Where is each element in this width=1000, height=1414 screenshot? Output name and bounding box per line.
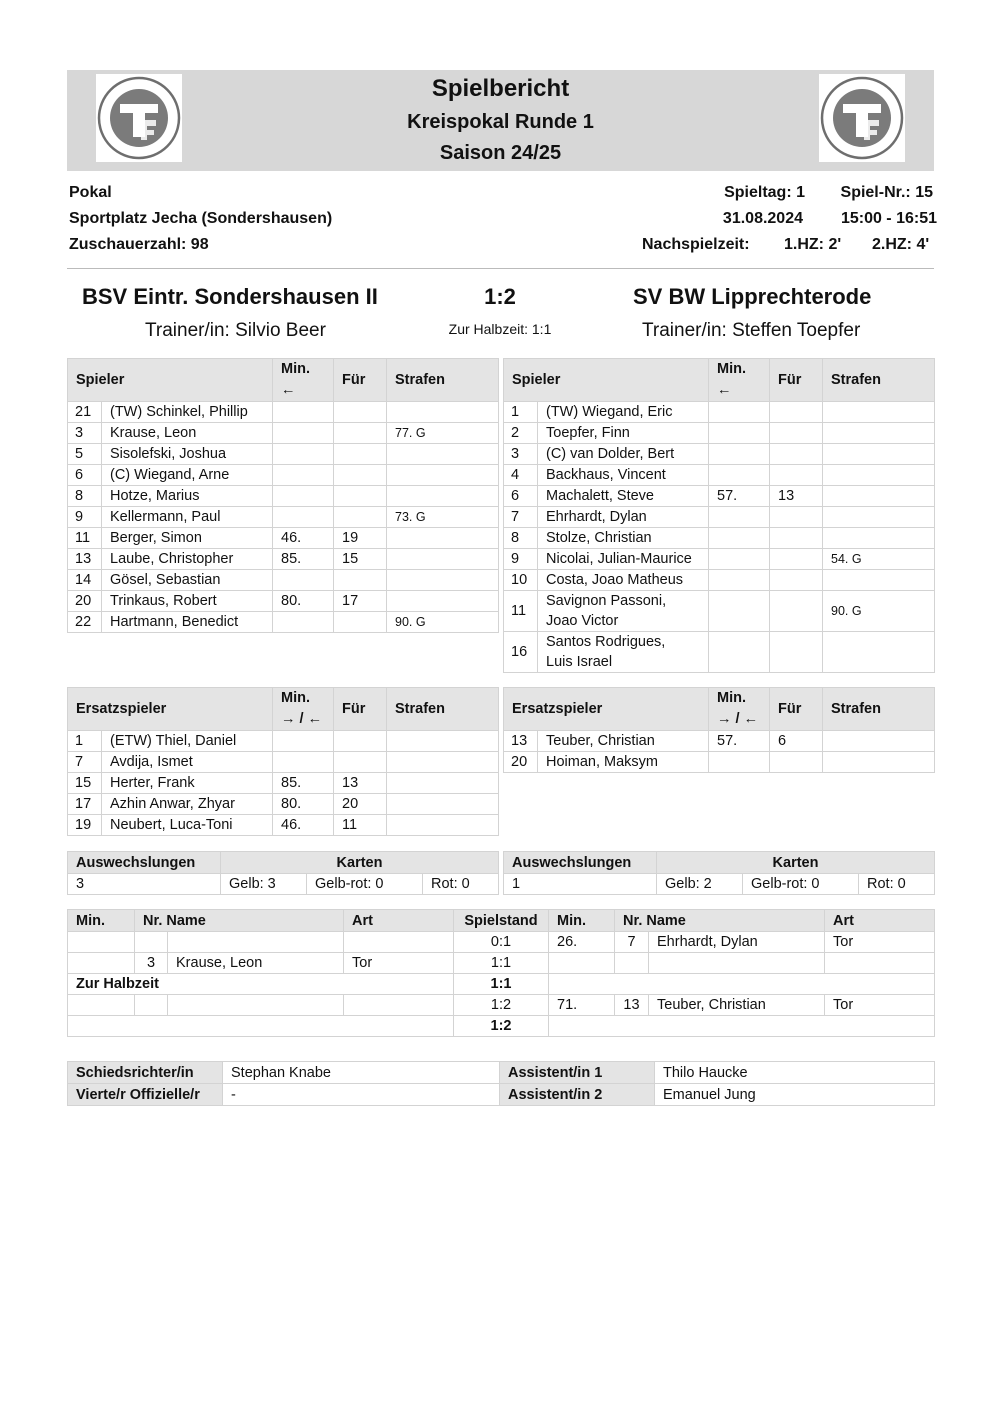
- player-row: [68, 591, 499, 612]
- player-name: Stolze, Christian: [538, 528, 709, 549]
- sub-minute: [273, 507, 334, 528]
- substituted-for: [770, 507, 823, 528]
- event-away-nr: 13: [615, 995, 649, 1016]
- event-home-minute: [68, 932, 135, 953]
- player-name: Hartmann, Benedict: [102, 612, 273, 633]
- event-home-type: [344, 932, 454, 953]
- event-away-nr: [615, 953, 649, 974]
- player-number: 7: [504, 507, 538, 528]
- substituted-for: [334, 402, 387, 423]
- label-ass1: Assistent/in 1: [500, 1062, 655, 1084]
- home-team: BSV Eintr. Sondershausen II: [82, 284, 378, 309]
- col-min: Min. → / ←: [273, 688, 334, 731]
- nachspielzeit-label: Nachspielzeit:: [642, 236, 750, 253]
- sub-minute: 46.: [273, 528, 334, 549]
- event-home-type: [344, 995, 454, 1016]
- player-row: [504, 731, 935, 752]
- player-name: Sisolefski, Joshua: [102, 444, 273, 465]
- event-away-type: Tor: [825, 932, 935, 953]
- substituted-for: [334, 444, 387, 465]
- sub-minute: [273, 570, 334, 591]
- sub-minute: [709, 465, 770, 486]
- player-name: Laube, Christopher: [102, 549, 273, 570]
- player-name: Neubert, Luca-Toni: [102, 815, 273, 836]
- player-row: [68, 815, 499, 836]
- penalty: 54. G: [823, 549, 935, 570]
- ass1-name: Thilo Haucke: [655, 1062, 935, 1084]
- player-number: 11: [68, 528, 102, 549]
- player-number: 8: [68, 486, 102, 507]
- sub-minute: [273, 465, 334, 486]
- sub-minute: [273, 486, 334, 507]
- event-score: 1:1: [454, 953, 549, 974]
- player-number: 5: [68, 444, 102, 465]
- events-table: [67, 909, 935, 1037]
- player-name: Hoiman, Maksym: [538, 752, 709, 773]
- player-row: [68, 549, 499, 570]
- home-gelb: Gelb: 3: [221, 874, 307, 895]
- sub-minute: [709, 528, 770, 549]
- penalty: [387, 549, 499, 570]
- player-name: (C) van Dolder, Bert: [538, 444, 709, 465]
- event-score: 1:1: [454, 974, 549, 995]
- player-name: Krause, Leon: [102, 423, 273, 444]
- event-row: [68, 995, 935, 1016]
- player-number: 7: [68, 752, 102, 773]
- col-min: Min. ←: [273, 359, 334, 402]
- player-name: Backhaus, Vincent: [538, 465, 709, 486]
- col-strafen: Strafen: [823, 688, 935, 731]
- away-gelbrot: Gelb-rot: 0: [743, 874, 859, 895]
- player-number: 6: [504, 486, 538, 507]
- substituted-for: [334, 752, 387, 773]
- penalty: [387, 591, 499, 612]
- substituted-for: 13: [334, 773, 387, 794]
- spiel-nr: Spiel-Nr.: 15: [840, 184, 933, 201]
- penalty: [823, 570, 935, 591]
- player-row: [504, 752, 935, 773]
- col-auswechslungen: Auswechslungen: [504, 852, 657, 874]
- player-row: [504, 444, 935, 465]
- player-name: (C) Wiegand, Arne: [102, 465, 273, 486]
- penalty: [823, 402, 935, 423]
- event-away-minute: 71.: [549, 995, 615, 1016]
- player-name: Costa, Joao Matheus: [538, 570, 709, 591]
- player-number: 4: [504, 465, 538, 486]
- player-row: [504, 549, 935, 570]
- penalty: [823, 507, 935, 528]
- sub-minute: [709, 549, 770, 570]
- event-away-nr: 7: [615, 932, 649, 953]
- player-number: 21: [68, 402, 102, 423]
- penalty: [823, 752, 935, 773]
- sub-minute: 80.: [273, 591, 334, 612]
- player-number: 22: [68, 612, 102, 633]
- sub-minute: [709, 632, 770, 673]
- col-fuer: Für: [334, 359, 387, 402]
- penalty: [823, 731, 935, 752]
- event-away-minute: 26.: [549, 932, 615, 953]
- officials-table: [67, 1061, 935, 1106]
- penalty: [823, 444, 935, 465]
- event-score: 0:1: [454, 932, 549, 953]
- player-name: (ETW) Thiel, Daniel: [102, 731, 273, 752]
- player-row: [68, 612, 499, 633]
- penalty: [823, 632, 935, 673]
- away-summary-table: [503, 851, 935, 895]
- event-home-name: [168, 932, 344, 953]
- sub-minute: [709, 752, 770, 773]
- penalty: [387, 731, 499, 752]
- sub-minute: 46.: [273, 815, 334, 836]
- col-strafen: Strafen: [823, 359, 935, 402]
- player-number: 17: [68, 794, 102, 815]
- substituted-for: [770, 444, 823, 465]
- substituted-for: 19: [334, 528, 387, 549]
- event-away-name: [649, 953, 825, 974]
- halftime-label: Zur Halbzeit: [68, 974, 454, 995]
- sub-minute: [273, 612, 334, 633]
- col-strafen: Strafen: [387, 688, 499, 731]
- player-name: Hotze, Marius: [102, 486, 273, 507]
- col-ev-nr-name: Nr. Name: [615, 910, 825, 932]
- player-number: 3: [504, 444, 538, 465]
- substituted-for: [770, 465, 823, 486]
- col-ev-art: Art: [344, 910, 454, 932]
- player-name: Berger, Simon: [102, 528, 273, 549]
- event-away-name: Ehrhardt, Dylan: [649, 932, 825, 953]
- schiri-name: Stephan Knabe: [223, 1062, 500, 1084]
- substituted-for: 13: [770, 486, 823, 507]
- player-row: [68, 570, 499, 591]
- venue: Sportplatz Jecha (Sondershausen): [69, 210, 333, 227]
- penalty: [387, 402, 499, 423]
- event-row: [68, 953, 935, 974]
- nachspielzeit-hz1: 1.HZ: 2': [784, 236, 842, 253]
- home-summary-table: [67, 851, 499, 895]
- substituted-for: [770, 752, 823, 773]
- substituted-for: 17: [334, 591, 387, 612]
- sub-minute: [273, 444, 334, 465]
- player-name: Gösel, Sebastian: [102, 570, 273, 591]
- player-name: Toepfer, Finn: [538, 423, 709, 444]
- player-number: 8: [504, 528, 538, 549]
- col-ev-min: Min.: [549, 910, 615, 932]
- penalty: [387, 570, 499, 591]
- event-away-type: Tor: [825, 995, 935, 1016]
- final-event-score: 1:2: [454, 1016, 549, 1037]
- penalty: [823, 486, 935, 507]
- player-row: [504, 570, 935, 591]
- col-fuer: Für: [770, 688, 823, 731]
- player-name: [538, 591, 709, 632]
- player-number: 1: [68, 731, 102, 752]
- player-name-line: Luis Israel: [546, 654, 613, 670]
- label-schiri: Schiedsrichter/in: [68, 1062, 223, 1084]
- sub-minute: [709, 423, 770, 444]
- final-score: 1:2: [484, 284, 516, 309]
- sub-minute: 57.: [709, 731, 770, 752]
- event-home-empty: [68, 1016, 454, 1037]
- home-gelbrot: Gelb-rot: 0: [307, 874, 423, 895]
- sub-minute: [273, 402, 334, 423]
- sub-minute: 85.: [273, 549, 334, 570]
- away-gelb: Gelb: 2: [657, 874, 743, 895]
- sub-minute: [273, 423, 334, 444]
- event-row: [68, 974, 935, 995]
- col-fuer: Für: [770, 359, 823, 402]
- player-number: 10: [504, 570, 538, 591]
- report-header: [67, 70, 934, 171]
- vierte-name: -: [223, 1084, 500, 1106]
- halftime-score: Zur Halbzeit: 1:1: [448, 321, 552, 337]
- sub-minute: 80.: [273, 794, 334, 815]
- penalty: 90. G: [387, 612, 499, 633]
- player-number: 11: [504, 591, 538, 632]
- player-number: 19: [68, 815, 102, 836]
- substituted-for: [770, 423, 823, 444]
- player-name: (TW) Schinkel, Phillip: [102, 402, 273, 423]
- competition: Pokal: [69, 184, 112, 201]
- player-name: Nicolai, Julian-Maurice: [538, 549, 709, 570]
- penalty: [387, 815, 499, 836]
- event-home-name: Krause, Leon: [168, 953, 344, 974]
- substituted-for: [770, 402, 823, 423]
- sub-minute: [709, 507, 770, 528]
- substituted-for: [770, 632, 823, 673]
- player-number: 3: [68, 423, 102, 444]
- home-trainer: Trainer/in: Silvio Beer: [145, 320, 326, 341]
- player-name: Trinkaus, Robert: [102, 591, 273, 612]
- report-season: Saison 24/25: [439, 142, 562, 164]
- player-number: 16: [504, 632, 538, 673]
- player-row: [68, 528, 499, 549]
- penalty: [387, 773, 499, 794]
- home-auswechslungen: 3: [68, 874, 221, 895]
- player-number: 6: [68, 465, 102, 486]
- col-fuer: Für: [334, 688, 387, 731]
- player-row: [68, 486, 499, 507]
- player-name: (TW) Wiegand, Eric: [538, 402, 709, 423]
- event-home-name: [168, 995, 344, 1016]
- event-away-empty: [549, 1016, 935, 1037]
- report-subtitle: Kreispokal Runde 1: [407, 111, 594, 133]
- event-away-type: [825, 953, 935, 974]
- player-number: 20: [504, 752, 538, 773]
- player-row: [68, 423, 499, 444]
- away-auswechslungen: 1: [504, 874, 657, 895]
- sub-minute: [709, 444, 770, 465]
- penalty: 90. G: [823, 591, 935, 632]
- col-ev-min: Min.: [68, 910, 135, 932]
- penalty: [387, 486, 499, 507]
- penalty: [823, 528, 935, 549]
- col-karten: Karten: [221, 852, 499, 874]
- player-row: [504, 528, 935, 549]
- spectators: Zuschauerzahl: 98: [69, 236, 209, 253]
- event-home-nr: [135, 932, 168, 953]
- player-row: [68, 752, 499, 773]
- divider: [67, 268, 934, 269]
- event-home-type: Tor: [344, 953, 454, 974]
- away-team: SV BW Lipprechterode: [633, 284, 872, 309]
- report-title: Spielbericht: [431, 75, 570, 102]
- home-lineup-table: [67, 358, 499, 633]
- home-subs-table: [67, 687, 499, 836]
- match-date: 31.08.2024: [722, 210, 803, 227]
- substituted-for: [334, 731, 387, 752]
- substituted-for: [334, 423, 387, 444]
- player-name-line: Savignon Passoni,: [546, 593, 667, 609]
- away-subs-table: [503, 687, 935, 773]
- sub-minute: [273, 752, 334, 773]
- match-time: 15:00 - 16:51: [840, 210, 937, 227]
- penalty: [387, 444, 499, 465]
- player-name: Kellermann, Paul: [102, 507, 273, 528]
- substituted-for: [770, 591, 823, 632]
- col-ersatzspieler: Ersatzspieler: [68, 688, 273, 731]
- penalty: [387, 794, 499, 815]
- player-number: 15: [68, 773, 102, 794]
- player-name: [538, 632, 709, 673]
- label-vierte: Vierte/r Offizielle/r: [68, 1084, 223, 1106]
- player-name: Machalett, Steve: [538, 486, 709, 507]
- player-row: [68, 773, 499, 794]
- player-row: [68, 507, 499, 528]
- sub-minute: [709, 591, 770, 632]
- col-spieler: Spieler: [68, 359, 273, 402]
- event-away-name: Teuber, Christian: [649, 995, 825, 1016]
- sub-minute: [709, 402, 770, 423]
- player-name-line: Santos Rodrigues,: [546, 634, 666, 650]
- substituted-for: [334, 570, 387, 591]
- penalty: 77. G: [387, 423, 499, 444]
- event-home-minute: [68, 995, 135, 1016]
- col-ev-art: Art: [825, 910, 935, 932]
- player-number: 9: [68, 507, 102, 528]
- substituted-for: [334, 486, 387, 507]
- col-min: Min. → / ←: [709, 688, 770, 731]
- player-row: [68, 731, 499, 752]
- player-number: 1: [504, 402, 538, 423]
- event-home-nr: [135, 995, 168, 1016]
- player-row: [504, 591, 935, 632]
- col-ev-spielstand: Spielstand: [454, 910, 549, 932]
- col-karten: Karten: [657, 852, 935, 874]
- away-lineup-table: [503, 358, 935, 673]
- col-auswechslungen: Auswechslungen: [68, 852, 221, 874]
- player-row: [68, 794, 499, 815]
- sub-minute: [709, 570, 770, 591]
- substituted-for: [334, 507, 387, 528]
- player-number: 14: [68, 570, 102, 591]
- penalty: [387, 528, 499, 549]
- sub-minute: 85.: [273, 773, 334, 794]
- player-row: [68, 444, 499, 465]
- player-row: [504, 486, 935, 507]
- player-number: 20: [68, 591, 102, 612]
- penalty: [823, 465, 935, 486]
- substituted-for: [770, 570, 823, 591]
- substituted-for: [770, 549, 823, 570]
- player-name: Teuber, Christian: [538, 731, 709, 752]
- substituted-for: [334, 465, 387, 486]
- col-strafen: Strafen: [387, 359, 499, 402]
- spieltag: Spieltag: 1: [724, 184, 805, 201]
- substituted-for: 11: [334, 815, 387, 836]
- player-name: Herter, Frank: [102, 773, 273, 794]
- sub-minute: 57.: [709, 486, 770, 507]
- penalty: [387, 465, 499, 486]
- col-ersatzspieler: Ersatzspieler: [504, 688, 709, 731]
- player-row: [504, 507, 935, 528]
- substituted-for: 20: [334, 794, 387, 815]
- away-trainer: Trainer/in: Steffen Toepfer: [642, 320, 861, 341]
- player-number: 13: [68, 549, 102, 570]
- event-away-empty: [549, 974, 935, 995]
- substituted-for: [334, 612, 387, 633]
- player-number: 2: [504, 423, 538, 444]
- substituted-for: 15: [334, 549, 387, 570]
- player-row: [504, 423, 935, 444]
- player-name-line: Joao Victor: [546, 613, 619, 629]
- player-row: [504, 632, 935, 673]
- penalty: 73. G: [387, 507, 499, 528]
- player-number: 9: [504, 549, 538, 570]
- player-row: [504, 402, 935, 423]
- player-row: [68, 465, 499, 486]
- player-row: [68, 402, 499, 423]
- penalty: [823, 423, 935, 444]
- player-row: [504, 465, 935, 486]
- sub-minute: [273, 731, 334, 752]
- event-home-nr: 3: [135, 953, 168, 974]
- event-row: [68, 1016, 935, 1037]
- home-rot: Rot: 0: [423, 874, 499, 895]
- ass2-name: Emanuel Jung: [655, 1084, 935, 1106]
- player-number: 13: [504, 731, 538, 752]
- event-home-minute: [68, 953, 135, 974]
- event-row: [68, 932, 935, 953]
- away-rot: Rot: 0: [859, 874, 935, 895]
- event-score: 1:2: [454, 995, 549, 1016]
- event-away-minute: [549, 953, 615, 974]
- player-name: Azhin Anwar, Zhyar: [102, 794, 273, 815]
- col-spieler: Spieler: [504, 359, 709, 402]
- player-name: Ehrhardt, Dylan: [538, 507, 709, 528]
- substituted-for: 6: [770, 731, 823, 752]
- player-name: Avdija, Ismet: [102, 752, 273, 773]
- substituted-for: [770, 528, 823, 549]
- col-ev-nr-name: Nr. Name: [135, 910, 344, 932]
- nachspielzeit-hz2: 2.HZ: 4': [872, 236, 930, 253]
- col-min: Min. ←: [709, 359, 770, 402]
- penalty: [387, 752, 499, 773]
- label-ass2: Assistent/in 2: [500, 1084, 655, 1106]
